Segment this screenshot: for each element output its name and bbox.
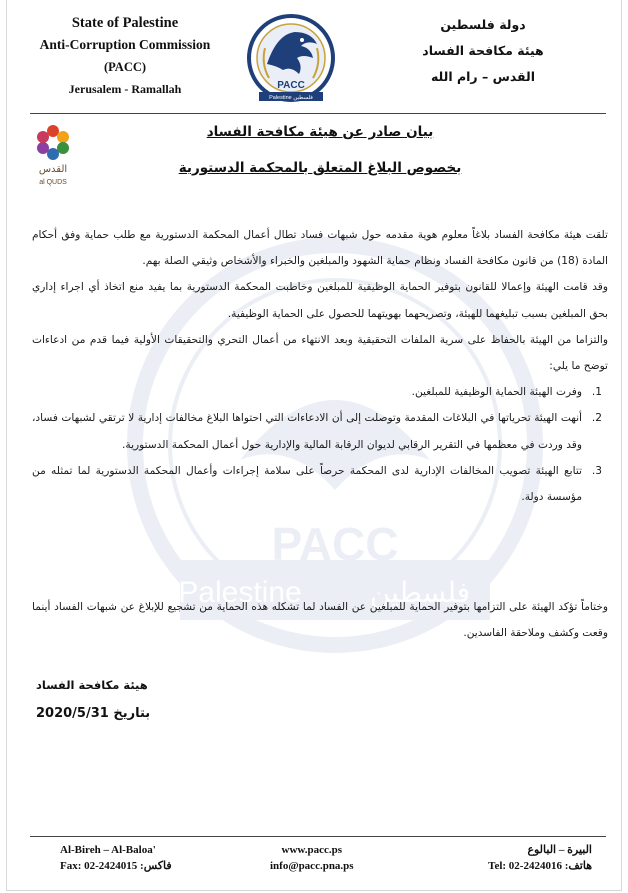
logo-subtext: Palestine فلسطين [269, 95, 313, 101]
al-quds-en: al QUDS [39, 179, 67, 186]
header-ar-city: القدس – رام الله [430, 69, 536, 84]
signature-date: بتاريخ 2020/5/31 [36, 706, 151, 721]
signature-name: هيئة مكافحة الفساد [36, 678, 148, 692]
pacc-logo [247, 8, 335, 108]
header-english [30, 12, 220, 100]
footer-email[interactable]: info@pacc.pna.ps [270, 860, 354, 872]
header-ar-country: دولة فلسطين [440, 17, 526, 32]
header-arabic [408, 12, 558, 90]
header-ar-org: هيئة مكافحة الفساد [422, 43, 544, 58]
list-item: 3. تتابع الهيئة تصويب المخالفات الإدارية لدى المحكمة حرصاً على سلامة إجراءات وأعمال المحكمة الدستورية لما تمثله من مؤسسة دولة. [32, 464, 602, 504]
footer-divider [30, 836, 606, 837]
al-quds-ar: القدس [38, 164, 68, 175]
footer-address: Al-Bireh – Al-Baloa' Fax: 02-2424015 :فاكس [60, 844, 172, 872]
findings-list [32, 379, 608, 510]
list-item: 1. وفرت الهيئة الحماية الوظيفية للمبلغين. [411, 386, 602, 399]
header-en-abbr: (PACC) [103, 60, 147, 74]
header-en-city: Jerusalem - Ramallah [68, 82, 182, 96]
statement-subtitle: بخصوص البلاغ المتعلق بالمحكمة الدستورية [178, 160, 462, 176]
header-divider [30, 113, 606, 114]
list-item: 2. أنهت الهيئة تحرياتها في البلاغات المقدمة وتوصلت إلى أن الادعاءات التي احتواها البلاغ مخالفات إدارية لا ترتقي لشبهات فساد، وقد وردت في معظمها في التقرير الرقابي لديوان الرقابة المالية والإدارية حول أعمال المحكمة الدستورية. [32, 412, 602, 451]
watermark-text-pacc: PACC [271, 518, 399, 570]
footer-contact [270, 842, 354, 874]
header-en-country: State of Palestine [71, 15, 179, 31]
watermark-text-palestine: Palestine [178, 576, 302, 609]
header-en-org: Anti-Corruption Commission [39, 37, 211, 52]
statement-body [32, 222, 608, 510]
footer-address-ar: البيرة – البالوع Tel: 02-2424016 :هاتف [488, 844, 592, 872]
logo-text: PACC [277, 80, 305, 91]
body-paragraph-2: وقد قامت الهيئة وإعمالا للقانون بتوفير الحماية الوظيفية للمبلغين وخاطبت المحكمة الدستورية بما يفيد منع اتخاذ أي اجراء إداري بحق المبلغين بسبب تبليغهما للهيئة، وتصريحهما بهويتهما للحصول على الحماية الوظيفية. [32, 281, 608, 320]
body-paragraph-3: والتزاما من الهيئة بالحفاظ على سرية الملفات التحقيقية وبعد الانتهاء من أعمال التحري والتحقيقات الأولية فيما قدم من ادعاءات توضح ما يلي: [32, 333, 608, 373]
footer-website[interactable]: www.pacc.ps [281, 844, 343, 856]
statement-title: بيان صادر عن هيئة مكافحة الفساد [206, 124, 434, 140]
al-quds-logo [26, 122, 80, 188]
body-paragraph-1: تلقت هيئة مكافحة الفساد بلاغاً معلوم هوية مقدمه حول شبهات فساد تطال أعمال المحكمة الدستورية مع طلب حماية وفق أحكام المادة (18) من قانون مكافحة الفساد ونظام حماية الشهود والمبلغين والخبراء والأشخاص وثيقي الصلة بهم. [32, 229, 608, 268]
closing-paragraph: وختاماً تؤكد الهيئة على التزامها بتوفير الحماية للمبلغين عن الفساد لما تشكله هذه الحماية من تشجيع للإبلاغ عن شبهات الفساد أينما وقعت وكشف وملاحقة الفاسدين. [32, 601, 608, 640]
watermark-text-palestine-ar: فلسطين [369, 576, 471, 609]
